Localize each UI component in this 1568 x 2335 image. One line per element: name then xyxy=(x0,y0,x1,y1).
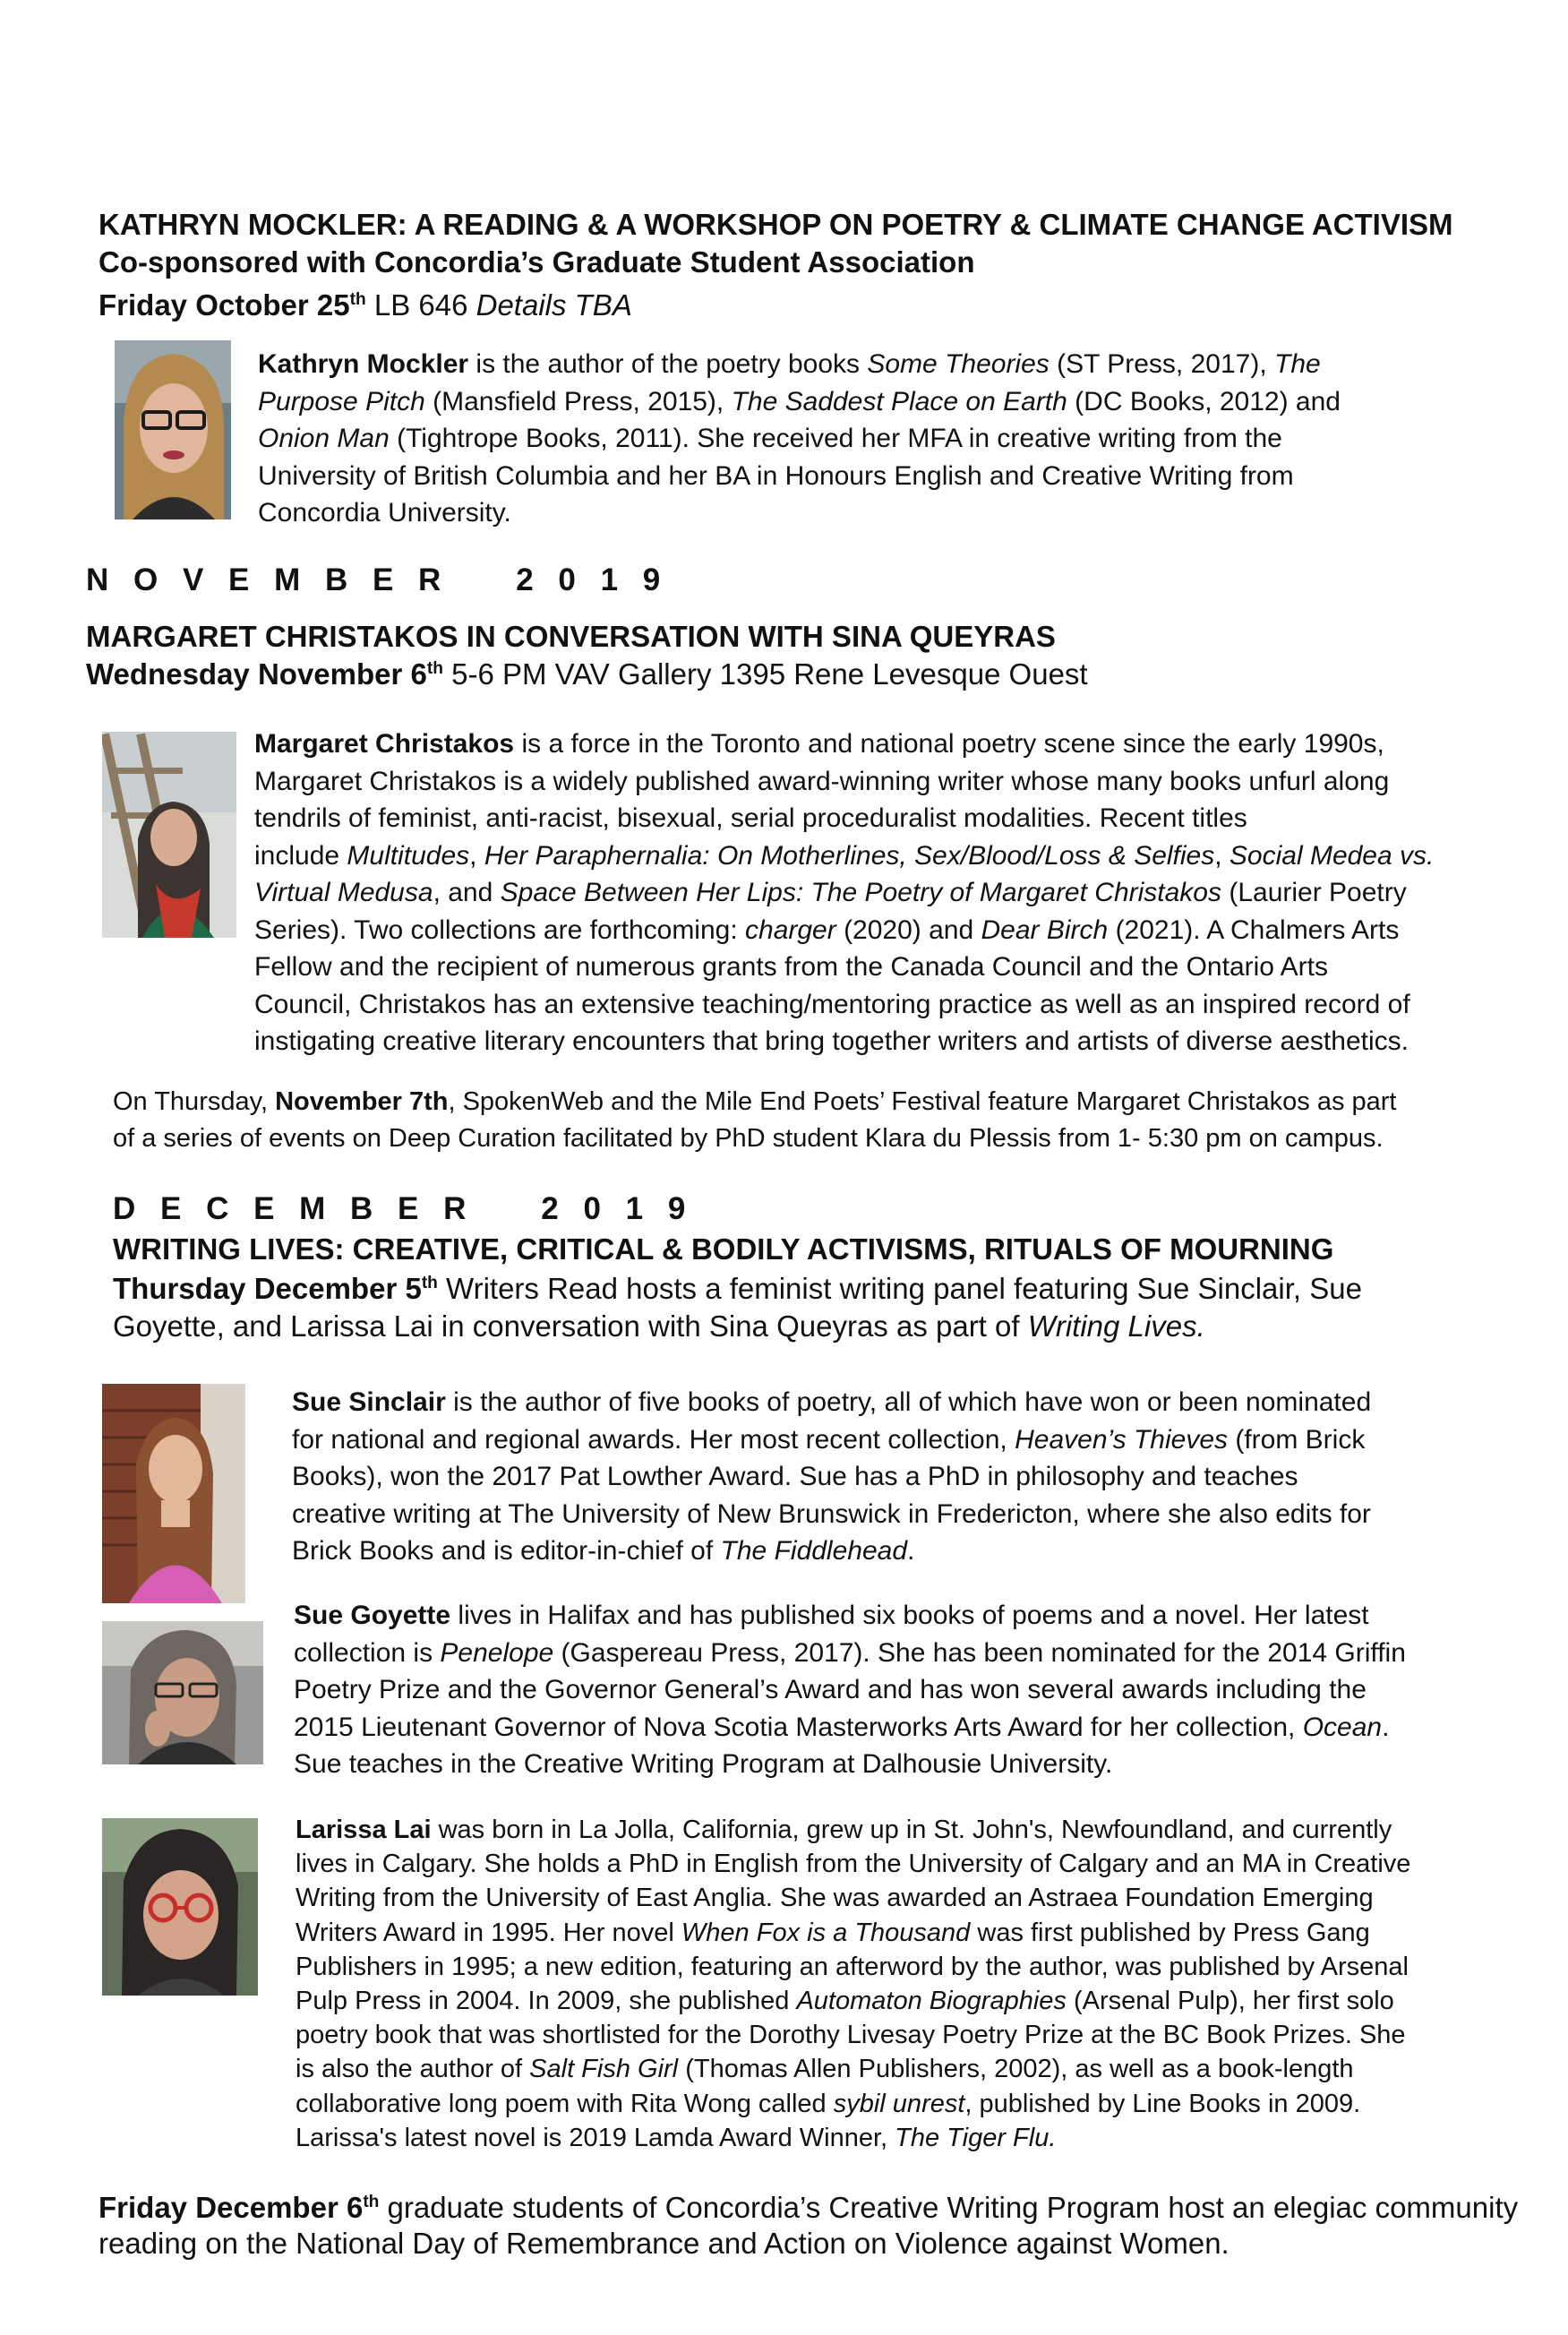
bio-goyette xyxy=(294,1597,1406,1783)
bio-line: Sue Goyette lives in Halifax and has published six books of poems and a novel. Her latest xyxy=(294,1601,1369,1630)
event-title-christakos: MARGARET CHRISTAKOS IN CONVERSATION WITH SINA QUEYRAS xyxy=(86,620,1056,653)
bio-line: Purpose Pitch (Mansfield Press, 2015), The Saddest Place on Earth (DC Books, 2012) and xyxy=(258,386,1341,416)
month-heading-november: N O V E M B E R 2 0 1 9 xyxy=(86,562,669,597)
author-photo-sinclair xyxy=(102,1384,245,1603)
bio-line: Brick Books and is editor-in-chief of The Fiddlehead. xyxy=(292,1536,915,1566)
bio-line: 2015 Lieutenant Governor of Nova Scotia Masterworks Arts Award for her collection, Ocean. xyxy=(294,1712,1390,1742)
date-suffix: th xyxy=(349,290,366,309)
author-name: Kathryn Mockler xyxy=(258,349,469,379)
date-suffix: th xyxy=(363,2193,380,2211)
bio-sinclair xyxy=(292,1384,1371,1570)
bio-line: creative writing at The University of New Brunswick in Fredericton, where she also edits for xyxy=(292,1498,1371,1529)
bio-line: Fellow and the recipient of numerous grants from the Canada Council and the Ontario Arts xyxy=(254,952,1328,982)
date-day: Wednesday November 6 xyxy=(86,657,427,691)
date-day: Thursday December 5 xyxy=(113,1272,422,1305)
cosponsor-line: Co-sponsored with Concordia’s Graduate Student Association xyxy=(99,245,975,279)
bio-line: Larissa's latest novel is 2019 Lamda Award Winner, The Tiger Flu. xyxy=(296,2123,1057,2152)
bio-line: Margaret Christakos is a force in the Toronto and national poetry scene since the early 1990s, xyxy=(254,729,1384,759)
author-photo-christakos xyxy=(102,732,236,938)
event-date-christakos xyxy=(86,657,1088,691)
author-name: Margaret Christakos xyxy=(254,729,515,759)
bio-line: Larissa Lai was born in La Jolla, California, grew up in St. John's, Newfoundland, and currently xyxy=(296,1816,1392,1844)
bio-line: Poetry Prize and the Governor General’s Award and has won several awards including the xyxy=(294,1675,1367,1704)
bio-line: Sue teaches in the Creative Writing Program at Dalhousie University. xyxy=(294,1749,1113,1779)
author-photo-mockler xyxy=(115,340,231,519)
event-title-writing-lives: WRITING LIVES: CREATIVE, CRITICAL & BODILY ACTIVISMS, RITUALS OF MOURNING xyxy=(113,1232,1334,1266)
closing-line: Friday December 6th graduate students of Concordia’s Creative Writing Program host an elegiac community xyxy=(99,2191,1519,2224)
bio-lai xyxy=(296,1813,1410,2155)
author-name: Sue Sinclair xyxy=(292,1387,446,1417)
bio-line: Council, Christakos has an extensive teaching/mentoring practice as well as an inspired record of xyxy=(254,989,1410,1019)
date-day: Friday December 6 xyxy=(99,2191,364,2224)
date-suffix: th xyxy=(426,659,443,678)
note-line: On Thursday, November 7th, SpokenWeb and the Mile End Poets’ Festival feature Margaret Christakos as part xyxy=(113,1087,1397,1116)
bio-line: Writers Award in 1995. Her novel When Fox is a Thousand was first published by Press Gang xyxy=(296,1918,1370,1947)
event-date-mockler xyxy=(99,288,632,322)
author-photo-goyette xyxy=(102,1621,263,1764)
bio-line: is also the author of Salt Fish Girl (Thomas Allen Publishers, 2002), as well as a book-length xyxy=(296,2055,1354,2084)
bio-line: Concordia University. xyxy=(258,498,511,528)
date-suffix: th xyxy=(421,1274,438,1292)
bio-line: Virtual Medusa, and Space Between Her Lips: The Poetry of Margaret Christakos (Laurier Poetry xyxy=(254,878,1407,907)
bio-christakos xyxy=(254,725,1434,1060)
date-day: Friday October 25 xyxy=(99,288,350,322)
bio-line: University of British Columbia and her BA in Honours English and Creative Writing from xyxy=(258,460,1294,491)
date-location: 5-6 PM VAV Gallery 1395 Rene Levesque Ouest xyxy=(442,657,1088,691)
event-intro-december-5 xyxy=(113,1270,1362,1345)
closing-line: reading on the National Day of Remembrance and Action on Violence against Women. xyxy=(99,2227,1230,2260)
bio-line: Pulp Press in 2004. In 2009, she published Automaton Biographies (Arsenal Pulp), her first solo xyxy=(296,1987,1394,2016)
bio-line: poetry book that was shortlisted for the Dorothy Livesay Poetry Prize at the BC Book Prizes. She xyxy=(296,2021,1406,2050)
date-location: LB 646 xyxy=(365,288,476,322)
author-name: Larissa Lai xyxy=(296,1816,432,1844)
bio-mockler xyxy=(258,346,1341,532)
event-title-mockler: KATHRYN MOCKLER: A READING & A WORKSHOP ON POETRY & CLIMATE CHANGE ACTIVISM xyxy=(99,208,1453,241)
note-line: of a series of events on Deep Curation facilitated by PhD student Klara du Plessis from 1- 5:30 pm on campus. xyxy=(113,1124,1384,1153)
bio-line: Kathryn Mockler is the author of the poetry books Some Theories (ST Press, 2017), The xyxy=(258,349,1321,379)
date-details: Details TBA xyxy=(476,288,632,322)
note-november-7 xyxy=(113,1084,1397,1157)
author-name: Sue Goyette xyxy=(294,1601,451,1630)
bio-line: collection is Penelope (Gaspereau Press, 2017). She has been nominated for the 2014 Griffin xyxy=(294,1637,1406,1668)
bio-line: instigating creative literary encounters that bring together writers and artists of diverse aesthetics. xyxy=(254,1026,1409,1056)
bio-line: Writing from the University of East Anglia. She was awarded an Astraea Foundation Emerging xyxy=(296,1884,1374,1913)
bio-line: Sue Sinclair is the author of five books of poetry, all of which have won or been nominated xyxy=(292,1387,1372,1417)
bio-line: Publishers in 1995; a new edition, featuring an afterword by the author, was published by Arsenal xyxy=(296,1952,1409,1981)
event-closing-december-6 xyxy=(99,2190,1518,2262)
bio-line: tendrils of feminist, anti-racist, bisexual, serial proceduralist modalities. Recent titles xyxy=(254,803,1247,833)
intro-line: Goyette, and Larissa Lai in conversation with Sina Queyras as part of Writing Lives. xyxy=(113,1309,1205,1343)
bio-line: Books), won the 2017 Pat Lowther Award. Sue has a PhD in philosophy and teaches xyxy=(292,1462,1298,1491)
bio-line: Margaret Christakos is a widely published award-winning writer whose many books unfurl along xyxy=(254,766,1390,796)
bio-line: collaborative long poem with Rita Wong called sybil unrest, published by Line Books in 2009. xyxy=(296,2089,1361,2118)
bio-line: for national and regional awards. Her most recent collection, Heaven’s Thieves (from Brick xyxy=(292,1424,1366,1455)
bio-line: lives in Calgary. She holds a PhD in English from the University of Calgary and an MA in Creative xyxy=(296,1850,1411,1879)
month-heading-december: D E C E M B E R 2 0 1 9 xyxy=(113,1191,694,1226)
author-photo-lai xyxy=(102,1818,258,1996)
bio-line: include Multitudes, Her Paraphernalia: On Motherlines, Sex/Blood/Loss & Selfies, Social Medea vs. xyxy=(254,840,1435,871)
bio-line: Onion Man (Tightrope Books, 2011). She received her MFA in creative writing from the xyxy=(258,424,1282,453)
bio-line: Series). Two collections are forthcoming: charger (2020) and Dear Birch (2021). A Chalmers Arts xyxy=(254,914,1400,945)
intro-line: Thursday December 5th Writers Read hosts a feminist writing panel featuring Sue Sinclair, Sue xyxy=(113,1272,1362,1305)
